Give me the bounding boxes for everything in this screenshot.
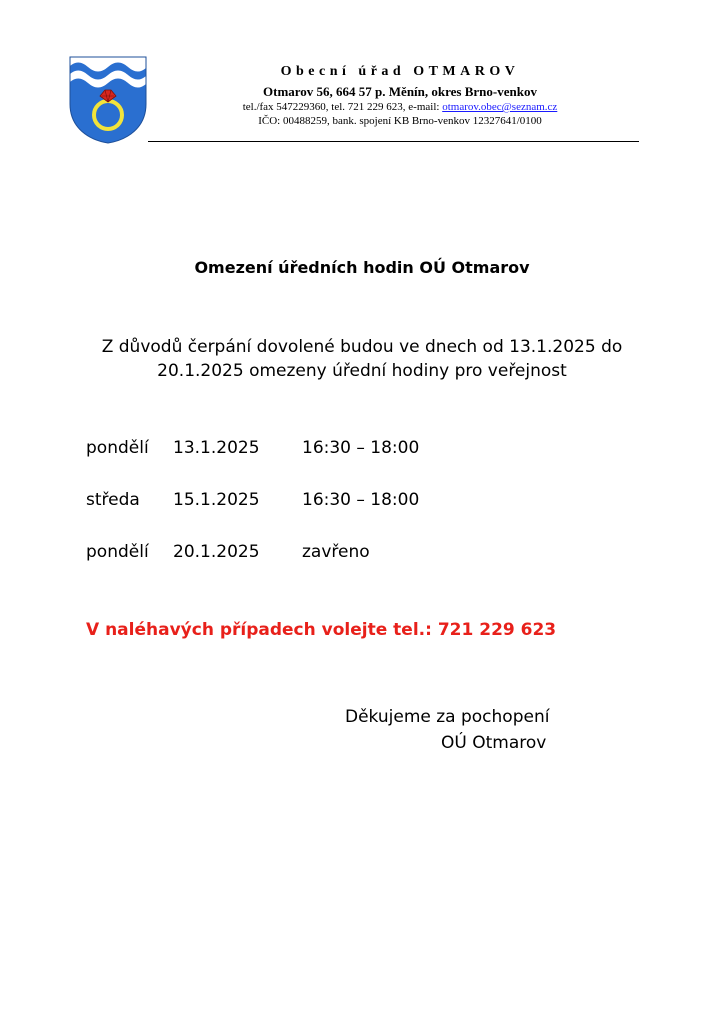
urgent-contact-note: V naléhavých případech volejte tel.: 721 229 623 bbox=[86, 620, 557, 640]
closing-thanks: Děkujeme za pochopení bbox=[345, 707, 550, 727]
schedule-row bbox=[86, 542, 586, 594]
office-ids: IČO: 00488259, bank. spojení KB Brno-venkov 12327641/0100 bbox=[258, 115, 542, 127]
notice-intro bbox=[80, 335, 644, 383]
schedule-hours: zavřeno bbox=[302, 542, 370, 562]
intro-line-1: Z důvodů čerpání dovolené budou ve dnech od 13.1.2025 do bbox=[101, 337, 623, 357]
schedule-row bbox=[86, 490, 586, 542]
office-address: Otmarov 56, 664 57 p. Měnín, okres Brno-venkov bbox=[263, 84, 537, 99]
schedule-day: středa bbox=[86, 490, 140, 510]
closing bbox=[345, 704, 549, 756]
municipal-coat-of-arms bbox=[69, 56, 147, 144]
schedule-day: pondělí bbox=[86, 542, 149, 562]
header-divider bbox=[148, 141, 639, 142]
schedule-list bbox=[86, 438, 586, 594]
intro-line-2: 20.1.2025 omezeny úřední hodiny pro veřejnost bbox=[157, 361, 567, 381]
notice-title: Omezení úředních hodin OÚ Otmarov bbox=[194, 258, 530, 277]
schedule-hours: 16:30 – 18:00 bbox=[302, 438, 420, 458]
letterhead bbox=[190, 63, 610, 128]
schedule-date: 20.1.2025 bbox=[173, 542, 260, 562]
schedule-date: 13.1.2025 bbox=[173, 438, 260, 458]
office-contact bbox=[190, 100, 610, 114]
contact-phones: tel./fax 547229360, tel. 721 229 623, e-mail: bbox=[242, 101, 443, 113]
closing-signature: OÚ Otmarov bbox=[441, 733, 547, 753]
schedule-date: 15.1.2025 bbox=[173, 490, 260, 510]
schedule-hours: 16:30 – 18:00 bbox=[302, 490, 420, 510]
schedule-row bbox=[86, 438, 586, 490]
email-link[interactable]: otmarov.obec@seznam.cz bbox=[442, 101, 558, 113]
office-name: Obecní úřad OTMAROV bbox=[280, 64, 520, 79]
schedule-day: pondělí bbox=[86, 438, 149, 458]
